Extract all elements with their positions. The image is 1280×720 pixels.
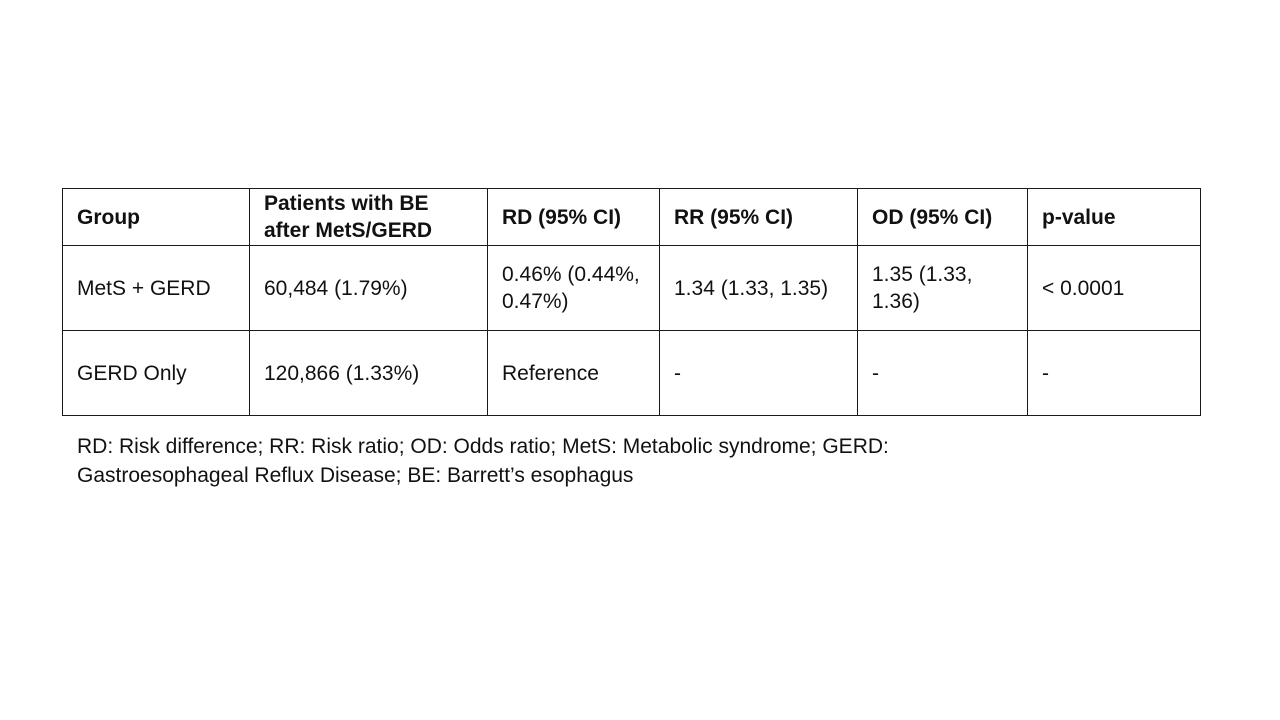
- cell-p-value: < 0.0001: [1028, 246, 1201, 331]
- cell-rr: -: [660, 331, 858, 416]
- cell-group: MetS + GERD: [63, 246, 250, 331]
- header-rd: RD (95% CI): [488, 189, 660, 246]
- cell-p-value: -: [1028, 331, 1201, 416]
- cell-od: 1.35 (1.33, 1.36): [858, 246, 1028, 331]
- header-group: Group: [63, 189, 250, 246]
- cell-od: -: [858, 331, 1028, 416]
- table-header-row: [63, 189, 1201, 246]
- table-row: [63, 246, 1201, 331]
- results-table: [62, 188, 1201, 416]
- table-row: [63, 331, 1201, 416]
- footnote-line-2: Gastroesophageal Reflux Disease; BE: Barrett’s esophagus: [77, 464, 634, 487]
- cell-patients: 120,866 (1.33%): [250, 331, 488, 416]
- header-od: OD (95% CI): [858, 189, 1028, 246]
- cell-rr: 1.34 (1.33, 1.35): [660, 246, 858, 331]
- header-p-value: p-value: [1028, 189, 1201, 246]
- cell-rd: 0.46% (0.44%, 0.47%): [488, 246, 660, 331]
- table-footnote: [77, 432, 1077, 490]
- header-patients-with-be: Patients with BE after MetS/GERD: [250, 189, 488, 246]
- cell-group: GERD Only: [63, 331, 250, 416]
- footnote-line-1: RD: Risk difference; RR: Risk ratio; OD: Odds ratio; MetS: Metabolic syndrome; GERD:: [77, 435, 889, 458]
- cell-patients: 60,484 (1.79%): [250, 246, 488, 331]
- header-rr: RR (95% CI): [660, 189, 858, 246]
- cell-rd: Reference: [488, 331, 660, 416]
